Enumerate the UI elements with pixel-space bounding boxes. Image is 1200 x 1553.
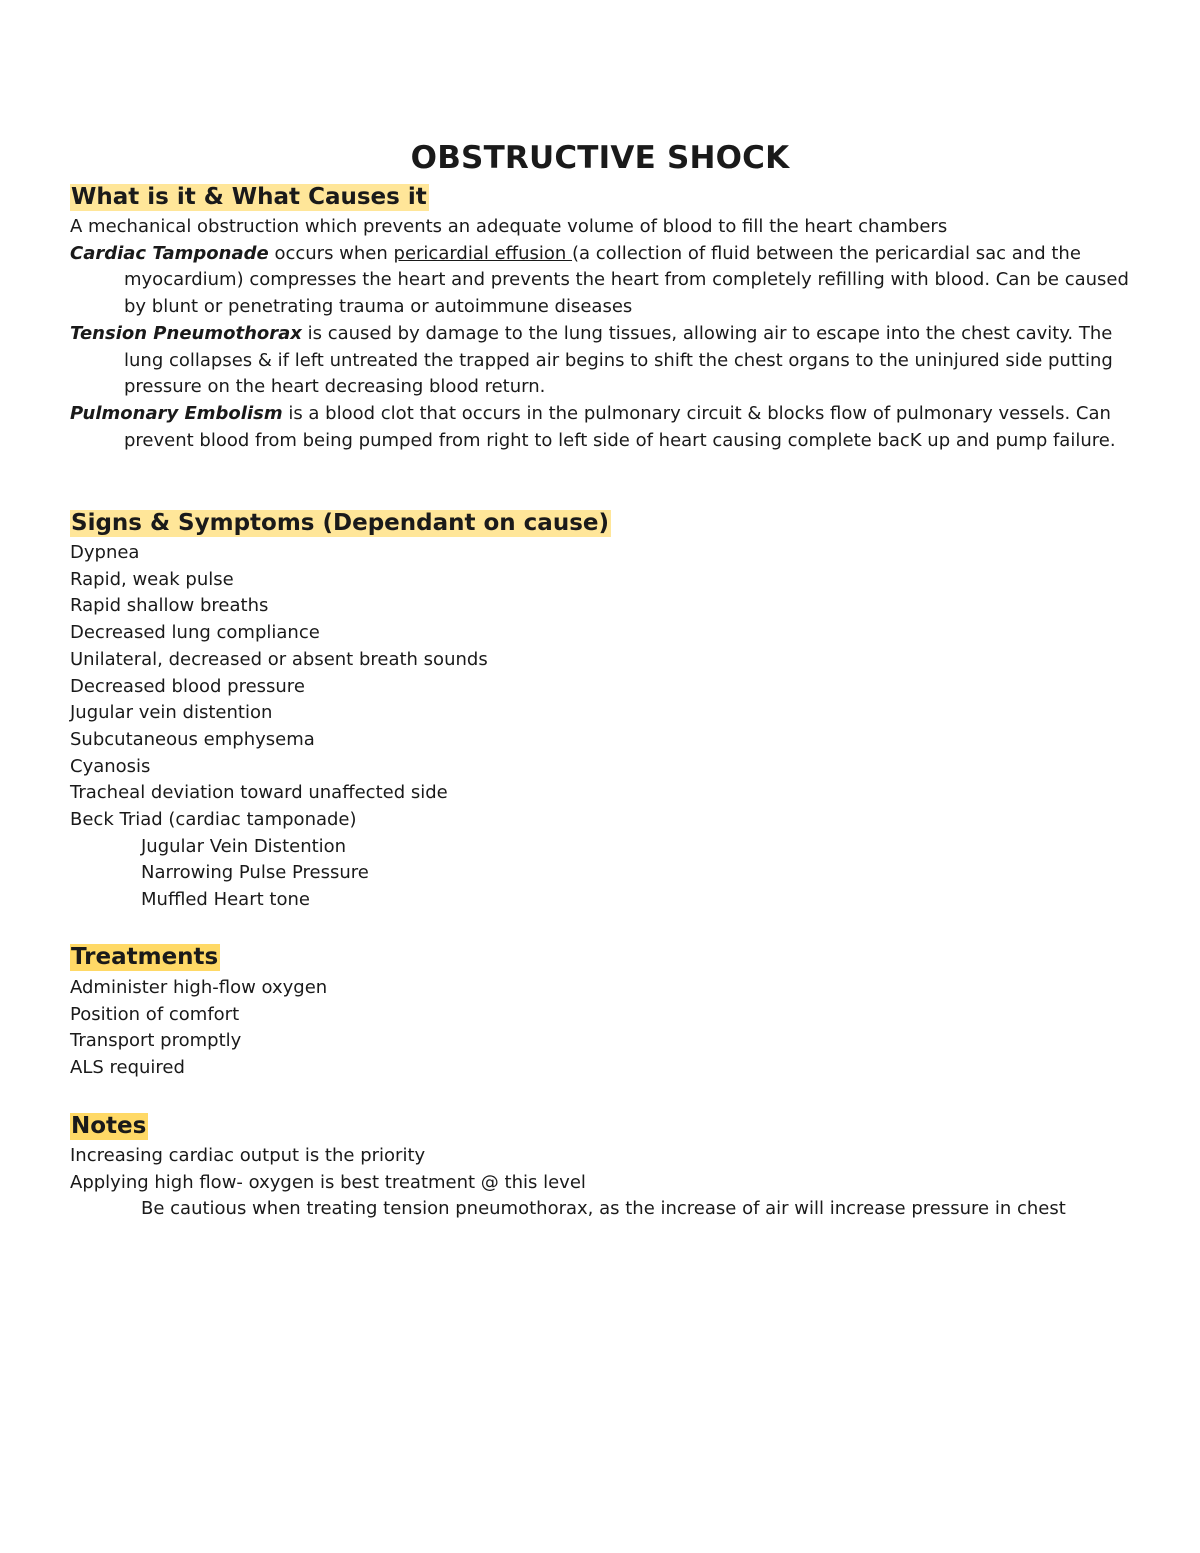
signs-list [70, 540, 1150, 914]
section-heading-notes [70, 1111, 148, 1141]
list-item: Dypnea [70, 542, 140, 563]
list-item: Rapid, weak pulse [70, 568, 234, 590]
list-item: ALS required [70, 1057, 185, 1079]
list-item: Increasing cardiac output is the priority [70, 1145, 426, 1166]
term-tension-pneumothorax: Tension Pneumothorax [70, 322, 302, 344]
cause-text: (a collection of fluid between the pericardial sac and the myocardium) compresses the heart and prevents the heart from completely refilling with blood. Can be caused by blunt or penetrating trauma or autoimmune diseases [124, 242, 1129, 318]
list-item: Administer high-flow oxygen [70, 977, 328, 998]
notes-list [70, 1143, 1150, 1223]
list-item: Applying high flow- oxygen is best treatment @ this level [70, 1171, 586, 1193]
list-item: Tracheal deviation toward unaffected side [70, 782, 448, 804]
cause-text: is caused by damage to the lung tissues, allowing air to escape into the chest cavity. The lung collapses & if left untreated the trapped air begins to shift the chest organs to the uninjured side putting pressure on the heart decreasing blood return. [124, 322, 1113, 398]
underlined-term: pericardial effusion [393, 242, 573, 264]
cause-text: is a blood clot that occurs in the pulmonary circuit & blocks flow of pulmonary vessels. Can prevent blood from being pumped from right to left side of heart causing complete bacK up and pump failure. [124, 402, 1116, 451]
section-heading-treatments [70, 942, 220, 972]
list-item: Subcutaneous emphysema [70, 728, 315, 750]
definition-paragraph: A mechanical obstruction which prevents an adequate volume of blood to fill the heart chambers [70, 216, 948, 237]
list-item: Jugular vein distention [70, 702, 273, 724]
beck-triad-item: Jugular Vein Distention [141, 835, 347, 857]
cause-pulmonary-embolism [70, 401, 1150, 454]
list-item: Position of comfort [70, 1003, 240, 1025]
cause-cardiac-tamponade [70, 241, 1150, 321]
cause-tension-pneumothorax [70, 321, 1150, 401]
cause-text: occurs when [268, 242, 394, 264]
beck-triad-item: Muffled Heart tone [141, 889, 310, 911]
page-title: OBSTRUCTIVE SHOCK [410, 140, 790, 176]
list-item: Transport promptly [70, 1030, 242, 1052]
list-item: Cyanosis [70, 755, 151, 777]
note-sub-item: Be cautious when treating tension pneumothorax, as the increase of air will increase pressure in chest [141, 1198, 1066, 1220]
beck-triad-item: Narrowing Pulse Pressure [141, 862, 369, 884]
section-heading-signs [70, 508, 611, 538]
treatments-list [70, 975, 1150, 1082]
what-is-it-body [70, 214, 1150, 454]
heading-highlight: Notes [71, 1113, 147, 1139]
heading-highlight: Treatments [71, 944, 219, 970]
term-cardiac-tamponade: Cardiac Tamponade [70, 242, 269, 264]
list-item: Unilateral, decreased or absent breath sounds [70, 648, 488, 670]
heading-highlight: What is it & What Causes it [71, 184, 427, 210]
section-heading-what-is-it [70, 182, 429, 212]
term-pulmonary-embolism: Pulmonary Embolism [70, 402, 283, 424]
list-item: Beck Triad (cardiac tamponade) [70, 809, 357, 831]
list-item: Rapid shallow breaths [70, 595, 269, 617]
list-item: Decreased lung compliance [70, 622, 320, 644]
list-item: Decreased blood pressure [70, 675, 305, 697]
heading-highlight: Signs & Symptoms (Dependant on cause) [71, 510, 610, 536]
